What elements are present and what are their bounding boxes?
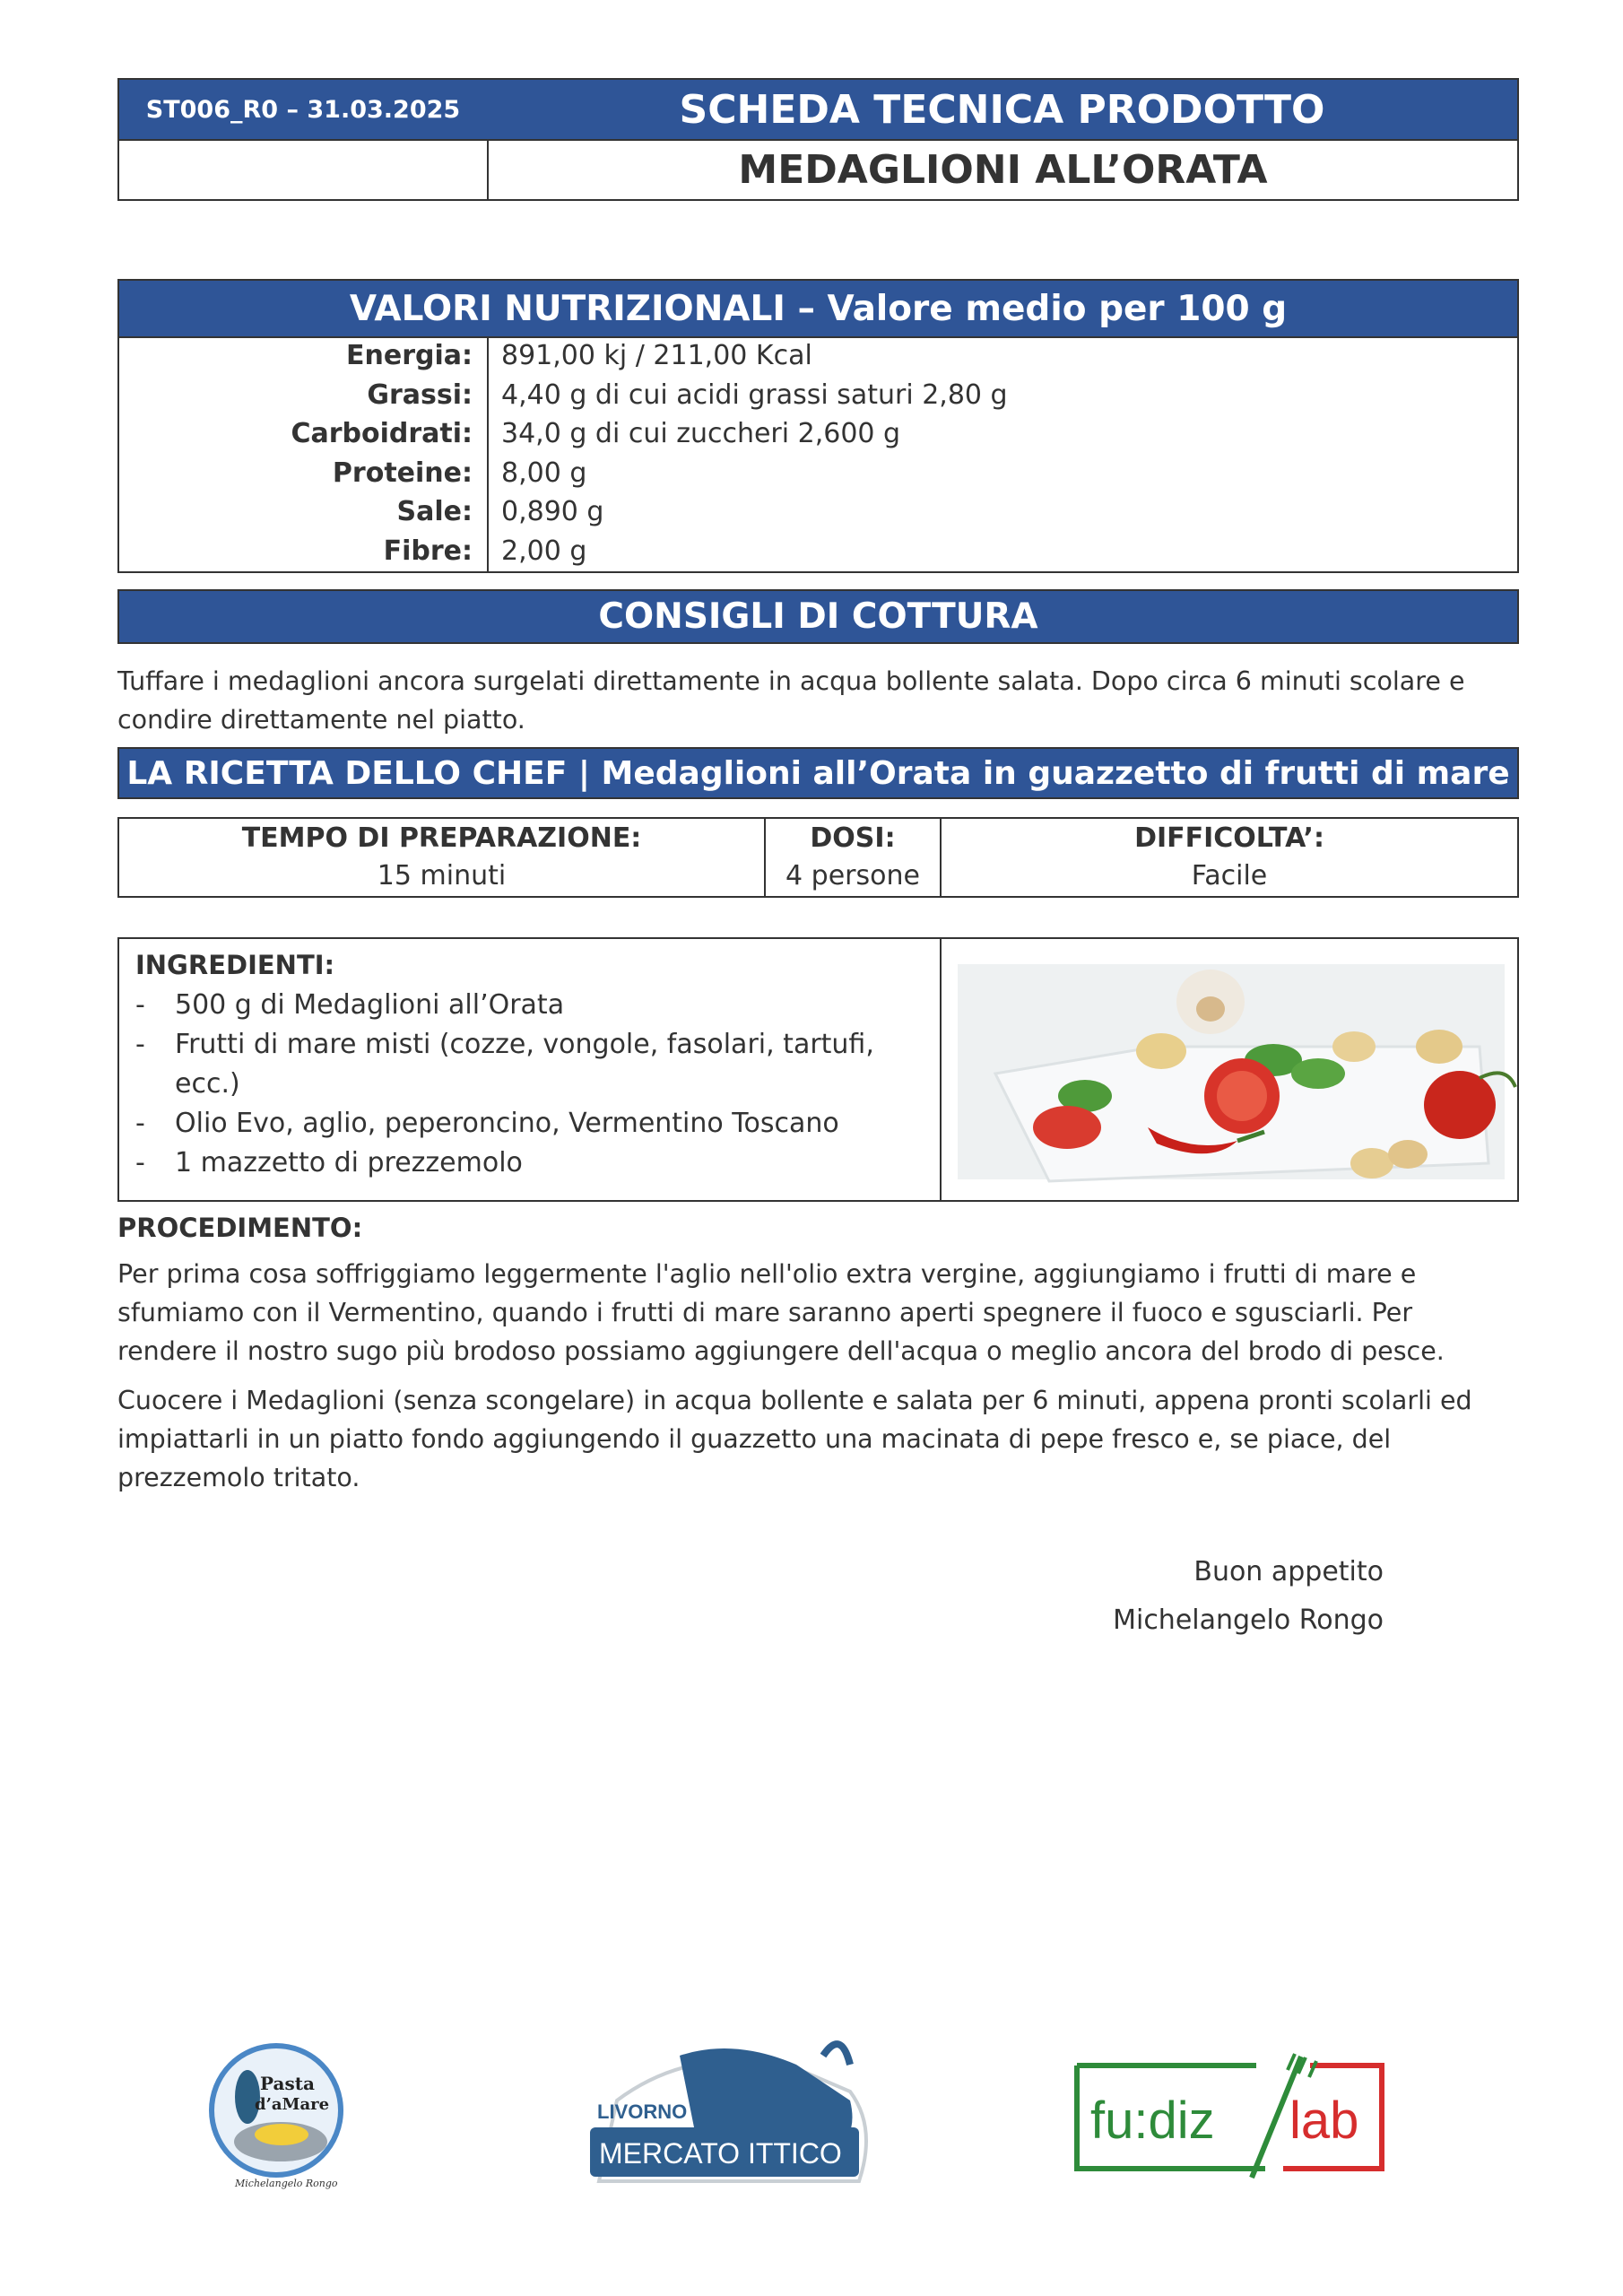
logo-text: Michelangelo Rongo xyxy=(235,2178,338,2189)
ingredients-title: INGREDIENTI: xyxy=(135,950,335,980)
nutrition-values xyxy=(487,336,1517,571)
nutrition-value: 0,890 g xyxy=(501,496,604,528)
difficulty-value: Facile xyxy=(1191,860,1268,891)
ingredients-list xyxy=(119,939,942,1200)
livorno-mercato-ittico-logo xyxy=(581,2029,890,2190)
ingredients-box xyxy=(117,937,1519,1202)
header-table xyxy=(117,78,1519,201)
difficulty-label: DIFFICOLTA’: xyxy=(1134,822,1324,854)
prep-time-cell xyxy=(119,819,766,896)
nutrition-value: 4,40 g di cui acidi grassi saturi 2,80 g xyxy=(501,378,1008,411)
procedure-title: PROCEDIMENTO: xyxy=(117,1213,363,1243)
nutrition-label: Sale: xyxy=(396,496,473,528)
nutrition-value: 34,0 g di cui zuccheri 2,600 g xyxy=(501,418,901,450)
recipe-title: LA RICETTA DELLO CHEF | Medaglioni all’Orata in guazzetto di frutti di mare xyxy=(117,747,1519,799)
nutrition-label: Energia: xyxy=(346,340,473,371)
list-item: - Olio Evo, aglio, peperoncino, Vermentino Toscano xyxy=(135,1104,924,1144)
dish-photo xyxy=(942,939,1517,1200)
procedure-paragraph-2: Cuocere i Medaglioni (senza scongelare) in acqua bollente e salata per 6 minuti, appena pronti scolarli ed impiattarli in un piatto fondo aggiungendo il guazzetto una macinata di pepe fresco e, se piace, del prezzemolo tritato. xyxy=(117,1386,1472,1492)
pasta-damare-logo xyxy=(195,2034,357,2196)
logo-text: MERCATO ITTICO xyxy=(599,2137,842,2170)
doses-label: DOSI: xyxy=(810,822,896,854)
ingredient-text: Frutti di mare misti (cozze, vongole, fasolari, tartufi, ecc.) xyxy=(175,1029,874,1100)
prep-time-value: 15 minuti xyxy=(377,860,507,891)
signature-greeting: Buon appetito xyxy=(1193,1556,1384,1587)
nutrition-value: 8,00 g xyxy=(501,457,587,489)
ingredient-text: Olio Evo, aglio, peperoncino, Vermentino Toscano xyxy=(175,1108,839,1139)
list-item: - Frutti di mare misti (cozze, vongole, fasolari, tartufi, ecc.) xyxy=(135,1025,924,1104)
product-name: MEDAGLIONI ALL’ORATA xyxy=(487,139,1517,199)
nutrition-value: 891,00 kj / 211,00 Kcal xyxy=(501,340,812,371)
page-title: SCHEDA TECNICA PRODOTTO xyxy=(487,80,1517,139)
nutrition-labels xyxy=(119,336,489,571)
nutrition-title: VALORI NUTRIZIONALI – Valore medio per 100 g xyxy=(119,281,1517,338)
nutrition-label: Carboidrati: xyxy=(291,418,473,450)
document-code: ST006_R0 – 31.03.2025 xyxy=(119,80,489,139)
recipe-info-table xyxy=(117,817,1519,898)
livorno-logo-graphic xyxy=(581,2029,890,2190)
header-blank-cell xyxy=(119,139,487,199)
doses-cell xyxy=(766,819,942,896)
ingredient-text: 500 g di Medaglioni all’Orata xyxy=(175,989,565,1021)
fudiz-lab-logo xyxy=(1072,2052,1386,2182)
cooking-text: Tuffare i medaglioni ancora surgelati direttamente in acqua bollente salata. Dopo circa 6 minuti scolare e condire direttamente nel piatto. xyxy=(117,666,1465,735)
nutrition-value: 2,00 g xyxy=(501,535,587,567)
prep-time-label: TEMPO DI PREPARAZIONE: xyxy=(241,822,642,854)
fudiz-lab-logo-graphic xyxy=(1072,2052,1386,2182)
logo-text: LIVORNO xyxy=(597,2100,688,2123)
nutrition-label: Fibre: xyxy=(383,535,473,567)
nutrition-label: Grassi: xyxy=(367,378,473,411)
logo-text: Pasta xyxy=(260,2073,315,2094)
signature-name: Michelangelo Rongo xyxy=(1113,1605,1384,1636)
difficulty-cell xyxy=(942,819,1517,896)
nutrition-table xyxy=(117,279,1519,573)
nutrition-label: Proteine: xyxy=(332,457,473,489)
list-item: - 1 mazzetto di prezzemolo xyxy=(135,1144,924,1183)
list-item: - 500 g di Medaglioni all’Orata xyxy=(135,986,924,1025)
logo-text: fu:diz xyxy=(1090,2092,1215,2150)
procedure-paragraph-1: Per prima cosa soffriggiamo leggermente l'aglio nell'olio extra vergine, aggiungiamo i frutti di mare e sfumiamo con il Vermentino, quando i frutti di mare saranno aperti spegnere il fuoco e sgusciarli. Per rendere il nostro sugo più brodoso possiamo aggiungere dell'acqua o meglio ancora del brodo di pesce. xyxy=(117,1259,1445,1366)
logo-text: d’aMare xyxy=(255,2095,330,2114)
dish-photo-illustration xyxy=(942,939,1519,1200)
doses-value: 4 persone xyxy=(785,860,920,891)
pasta-damare-logo-graphic xyxy=(195,2034,357,2196)
ingredient-text: 1 mazzetto di prezzemolo xyxy=(175,1147,523,1178)
cooking-title: CONSIGLI DI COTTURA xyxy=(117,589,1519,644)
logo-text: lab xyxy=(1289,2092,1359,2150)
